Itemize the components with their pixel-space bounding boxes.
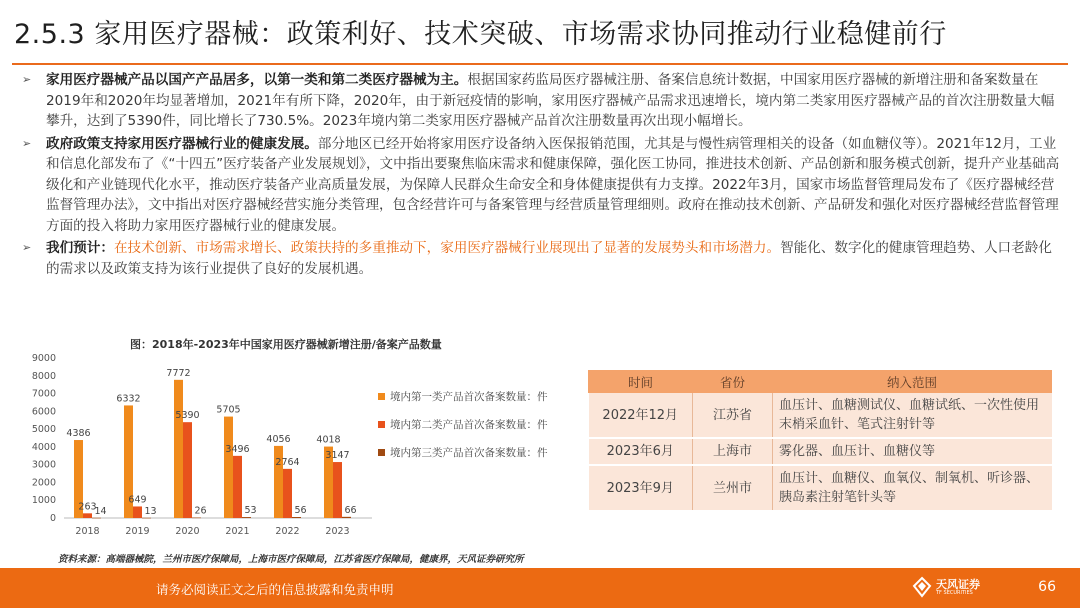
bullet-body: 根据国家药监局医疗器械注册、备案信息统计数据，中国家用医疗器械的新增注册和备案数量在2019年和2020年均显著增加，2021年有所下降，2020年，由于新冠疫情的影响，家用医疗器械产品需求迅速增长，境内第二类家用医疗器械产品的首次注册数量大幅攀升，达到了5390件，同比增长了730.5%。2023年境内第二类家用医疗器械产品首次注册数量再次出现小幅增长。 xyxy=(46,72,1055,129)
legend-item-class3 xyxy=(378,442,548,470)
logo-text: 天风证券 xyxy=(936,578,980,591)
data-label: 3496 xyxy=(225,443,250,455)
x-tick-label: 2020 xyxy=(175,526,200,537)
data-label: 3147 xyxy=(325,450,350,462)
bar-2018-s2 xyxy=(83,513,92,518)
y-tick-label: 0 xyxy=(49,513,56,524)
data-label: 4056 xyxy=(266,433,291,445)
bar-2022-s3 xyxy=(292,517,301,518)
legend-swatch xyxy=(378,421,385,428)
data-label: 26 xyxy=(194,505,207,517)
x-tick-label: 2019 xyxy=(125,526,150,537)
y-tick-label: 8000 xyxy=(31,370,56,382)
y-tick-label: 5000 xyxy=(31,424,56,436)
bar-2018-s3 xyxy=(92,518,101,519)
chart-legend xyxy=(378,386,548,470)
bar-chart xyxy=(20,348,380,548)
table-cell-time: 2022年12月 xyxy=(589,393,693,439)
bar-2020-s3 xyxy=(192,518,201,519)
bar-2019-s2 xyxy=(133,506,142,518)
data-label: 56 xyxy=(294,505,307,517)
legend-label: 境内第二类产品首次备案数量：件 xyxy=(390,419,548,431)
source-note: 资料来源：高端器械院，兰州市医疗保障局，上海市医疗保障局，江苏省医疗保障局，健康界，天风证券研究所 xyxy=(58,554,524,565)
bullet-highlight: 在技术创新、市场需求增长、政策扶持的多重推动下，家用医疗器械行业展现出了显著的发展势头和市场潜力。 xyxy=(113,240,781,256)
bullet-body: 部分地区已经开始将家用医疗设备纳入医保报销范围，尤其是与慢性病管理相关的设备（如血糖仪等）。2021年12月，工业和信息化部发布了《“十四五”医疗装备产业发展规划》，文中指出要聚焦临床需求和健康保障，强化医工协同，推进技术创新、产品创新和服务模式创新，提升产业基础高级化和产业链现代化水平，推动医疗装备产业高质量发展，为保障人民群众生命安全和身体健康提供有力支撑。2022年3月，国家市场监督管理局发布了《医疗器械经营监督管理办法》，文中指出对医疗器械经营实施分类管理，包含经营许可与备案管理与经营质量管理细则。政府在推动技术创新、产品研发和强化对医疗器械经营监督管理方面的投入将助力家用医疗器械行业的健康发展。 xyxy=(46,135,1060,234)
data-label: 649 xyxy=(128,494,147,506)
bar-2022-s2 xyxy=(283,469,292,518)
page-number: 66 xyxy=(1038,579,1056,595)
legend-swatch xyxy=(378,449,385,456)
table-header-time: 时间 xyxy=(589,371,693,393)
company-logo xyxy=(912,574,980,602)
data-label: 4386 xyxy=(66,428,91,440)
bar-2023-s2 xyxy=(333,462,342,518)
data-label: 263 xyxy=(78,501,97,513)
logo-subtext: TF SECURITIES xyxy=(936,590,973,596)
footer-bar xyxy=(0,568,1080,608)
bullet-item-market xyxy=(22,70,1062,132)
logo-mark-icon xyxy=(912,576,932,598)
table-header-scope: 纳入范围 xyxy=(773,371,1052,393)
data-label: 6332 xyxy=(116,393,141,405)
bullet-item-policy xyxy=(22,134,1062,237)
arrow-bullet-icon: ➢ xyxy=(22,73,32,86)
chart-title: 图：2018年-2023年中国家用医疗器械新增注册/备案产品数量 xyxy=(130,338,442,351)
y-tick-label: 4000 xyxy=(31,441,56,453)
bar-2020-s1 xyxy=(174,380,183,518)
reimbursement-table xyxy=(588,370,1052,512)
table-header-province: 省份 xyxy=(693,371,773,393)
arrow-bullet-icon: ➢ xyxy=(22,241,32,254)
table-cell-province: 兰州市 xyxy=(693,465,773,511)
data-label: 5390 xyxy=(175,410,200,422)
bullet-lead: 家用医疗器械产品以国产产品居多，以第一类和第二类医疗器械为主。 xyxy=(46,72,468,88)
bar-2021-s2 xyxy=(233,456,242,518)
table-row xyxy=(589,465,1052,511)
legend-item-class1 xyxy=(378,386,548,414)
table-cell-scope: 血压计、血糖仪、血氧仪、制氧机、听诊器、胰岛素注射笔针头等 xyxy=(773,465,1052,511)
arrow-bullet-icon: ➢ xyxy=(22,136,32,150)
data-label: 5705 xyxy=(216,404,241,416)
table-cell-scope: 雾化器、血压计、血糖仪等 xyxy=(773,438,1052,465)
y-tick-label: 2000 xyxy=(31,477,56,489)
y-tick-label: 7000 xyxy=(31,388,56,400)
data-label: 7772 xyxy=(166,367,191,379)
slide-title: 2.5.3 家用医疗器械：政策利好、技术突破、市场需求协同推动行业稳健前行 xyxy=(14,19,947,50)
y-tick-label: 3000 xyxy=(31,459,56,471)
data-label: 13 xyxy=(144,505,157,517)
bullet-list xyxy=(22,70,1062,281)
bar-2021-s1 xyxy=(224,417,233,518)
data-label: 14 xyxy=(94,505,107,517)
data-label: 53 xyxy=(244,505,257,517)
bar-2019-s3 xyxy=(142,518,151,519)
table-cell-province: 上海市 xyxy=(693,438,773,465)
x-tick-label: 2022 xyxy=(275,526,300,537)
table-cell-scope: 血压计、血糖测试仪、血糖试纸、一次性使用末梢采血针、笔式注射针等 xyxy=(773,393,1052,439)
table-row xyxy=(589,393,1052,439)
disclaimer-text: 请务必阅读正文之后的信息披露和免责申明 xyxy=(156,582,394,597)
x-tick-label: 2018 xyxy=(75,526,100,537)
y-tick-label: 9000 xyxy=(31,353,56,364)
bullet-item-forecast xyxy=(22,238,1062,279)
x-tick-label: 2023 xyxy=(325,526,350,537)
data-label: 66 xyxy=(344,504,357,516)
data-label: 4018 xyxy=(316,434,341,446)
table-cell-province: 江苏省 xyxy=(693,393,773,439)
bullet-body: 智能化、数字化的健康管理趋势、人口老龄化的需求以及政策支持为该行业提供了良好的发展机遇。 xyxy=(46,240,1052,277)
x-tick-label: 2021 xyxy=(225,526,250,537)
y-tick-label: 1000 xyxy=(31,495,56,507)
title-divider xyxy=(12,63,1068,65)
legend-label: 境内第一类产品首次备案数量：件 xyxy=(390,391,548,403)
legend-label: 境内第三类产品首次备案数量：件 xyxy=(390,447,548,459)
bullet-lead: 我们预计： xyxy=(46,240,114,256)
bar-2021-s3 xyxy=(242,517,251,518)
y-tick-label: 6000 xyxy=(31,406,56,418)
table-row xyxy=(589,438,1052,465)
bullet-lead: 政府政策支持家用医疗器械行业的健康发展。 xyxy=(46,135,318,152)
legend-swatch xyxy=(378,393,385,400)
bar-2023-s3 xyxy=(342,517,351,518)
bar-2020-s2 xyxy=(183,422,192,518)
legend-item-class2 xyxy=(378,414,548,442)
table-header-row xyxy=(589,371,1052,393)
table-cell-time: 2023年6月 xyxy=(589,438,693,465)
data-label: 2764 xyxy=(275,456,300,468)
table-cell-time: 2023年9月 xyxy=(589,465,693,511)
